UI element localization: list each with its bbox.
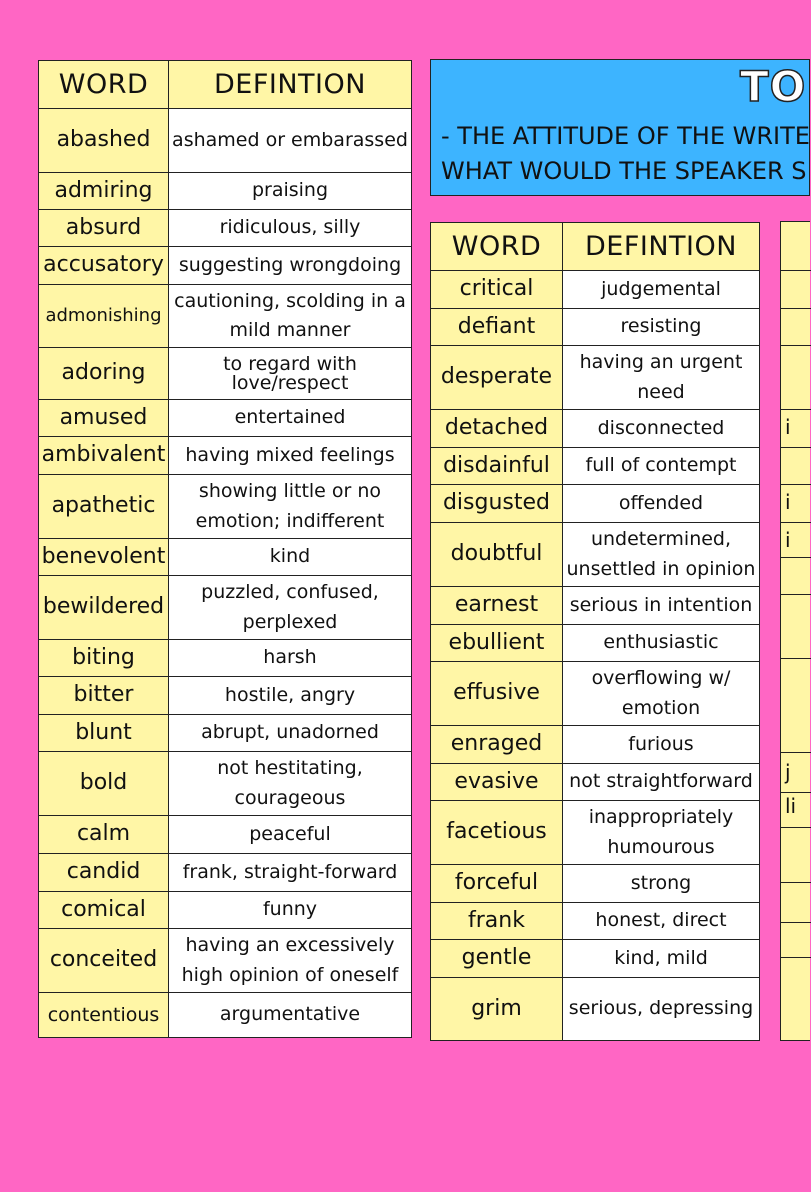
word-cell: desperate [431,346,563,410]
table-row [39,210,412,247]
table-row [39,475,412,539]
table-row [431,764,760,801]
definition-cell: having an excessively high opinion of oneself [169,929,412,993]
table-row [431,801,760,865]
word-cell: disgusted [431,485,563,523]
definition-cell: strong [563,865,760,903]
word-cell: enraged [431,726,563,764]
table-row [431,662,760,726]
tone-words-table-2 [430,222,760,1041]
definition-cell: overflowing w/ emotion [563,662,760,726]
definition-cell: honest, direct [563,903,760,940]
word-cell: biting [39,640,169,677]
table-row [39,247,412,285]
word-cell: effusive [431,662,563,726]
definition-cell: full of contempt [563,448,760,485]
table-row [39,993,412,1038]
table-row [39,929,412,993]
table3-fragment: i [785,528,791,552]
table3-fragment: i [785,415,791,439]
definition-cell: cautioning, scolding in a mild manner [169,285,412,348]
definition-cell: showing little or no emotion; indifferent [169,475,412,539]
table-row [39,285,412,348]
table-row [39,539,412,576]
word-cell: apathetic [39,475,169,539]
definition-cell: ashamed or embarassed [169,109,412,173]
banner-line-1: - THE ATTITUDE OF THE WRITE [441,122,810,150]
word-cell: blunt [39,715,169,752]
word-cell: ebullient [431,625,563,662]
definition-cell: hostile, angry [169,677,412,715]
table-row [39,892,412,929]
definition-cell: kind [169,539,412,576]
definition-cell: not hestitating, courageous [169,752,412,816]
definition-cell: praising [169,173,412,210]
table3-fragment: j [785,760,791,784]
definition-cell: harsh [169,640,412,677]
word-cell: forceful [431,865,563,903]
table-row [431,726,760,764]
header-word: WORD [431,223,563,271]
word-cell: adoring [39,348,169,400]
definition-cell: offended [563,485,760,523]
word-cell: bitter [39,677,169,715]
word-cell: earnest [431,587,563,625]
word-cell: ambivalent [39,437,169,475]
table-row [431,485,760,523]
word-cell: defiant [431,309,563,346]
definition-cell: furious [563,726,760,764]
word-cell: evasive [431,764,563,801]
table-row [39,400,412,437]
word-cell: bewildered [39,576,169,640]
word-cell: gentle [431,940,563,978]
word-cell: benevolent [39,539,169,576]
definition-cell: undetermined, unsettled in opinion [563,523,760,587]
definition-cell: puzzled, confused, perplexed [169,576,412,640]
definition-cell: having an urgent need [563,346,760,410]
definition-cell: abrupt, unadorned [169,715,412,752]
word-cell: conceited [39,929,169,993]
table-row [431,865,760,903]
table-row [431,978,760,1041]
definition-cell: serious in intention [563,587,760,625]
table-row [39,576,412,640]
definition-cell: suggesting wrongdoing [169,247,412,285]
definition-cell: disconnected [563,410,760,448]
definition-cell: judgemental [563,271,760,309]
definition-cell: peaceful [169,816,412,854]
definition-cell: serious, depressing [563,978,760,1041]
word-cell: amused [39,400,169,437]
table-row [431,940,760,978]
table-row [431,448,760,485]
table-row [39,816,412,854]
word-cell: detached [431,410,563,448]
table-row [39,677,412,715]
definition-cell: frank, straight-forward [169,854,412,892]
word-cell: admiring [39,173,169,210]
table-row [39,640,412,677]
word-cell: comical [39,892,169,929]
banner-title: TO [740,62,807,111]
definition-cell: not straightforward [563,764,760,801]
definition-cell: to regard with love/respect [169,348,412,400]
table-row [39,109,412,173]
definition-cell: funny [169,892,412,929]
table3-fragment: li [785,794,797,818]
table-row [431,271,760,309]
word-cell: grim [431,978,563,1041]
table-row [431,523,760,587]
definition-cell: having mixed feelings [169,437,412,475]
word-cell: disdainful [431,448,563,485]
header-definition: DEFINTION [169,61,412,109]
tone-words-table-3-partial [780,221,810,1041]
word-cell: contentious [39,993,169,1038]
definition-cell: resisting [563,309,760,346]
definition-cell: kind, mild [563,940,760,978]
word-cell: facetious [431,801,563,865]
table-row [39,752,412,816]
table-row [39,437,412,475]
table-row [431,346,760,410]
word-cell: absurd [39,210,169,247]
word-cell: admonishing [39,285,169,348]
table-row [431,903,760,940]
definition-cell: enthusiastic [563,625,760,662]
header-definition: DEFINTION [563,223,760,271]
word-cell: doubtful [431,523,563,587]
table-row [39,854,412,892]
word-cell: bold [39,752,169,816]
table-row [431,410,760,448]
definition-cell: inappropriately humourous [563,801,760,865]
table-row [39,715,412,752]
tone-words-table-1 [38,60,412,1038]
definition-cell: entertained [169,400,412,437]
table-row [431,309,760,346]
word-cell: critical [431,271,563,309]
header-word: WORD [39,61,169,109]
table3-fragment: i [785,490,791,514]
table-row [39,348,412,400]
definition-cell: ridiculous, silly [169,210,412,247]
word-cell: candid [39,854,169,892]
word-cell: accusatory [39,247,169,285]
table-row [39,173,412,210]
word-cell: abashed [39,109,169,173]
banner-line-2: WHAT WOULD THE SPEAKER S [441,157,807,185]
word-cell: frank [431,903,563,940]
definition-cell: argumentative [169,993,412,1038]
table-row [431,587,760,625]
tone-banner [430,59,810,196]
word-cell: calm [39,816,169,854]
table-row [431,625,760,662]
